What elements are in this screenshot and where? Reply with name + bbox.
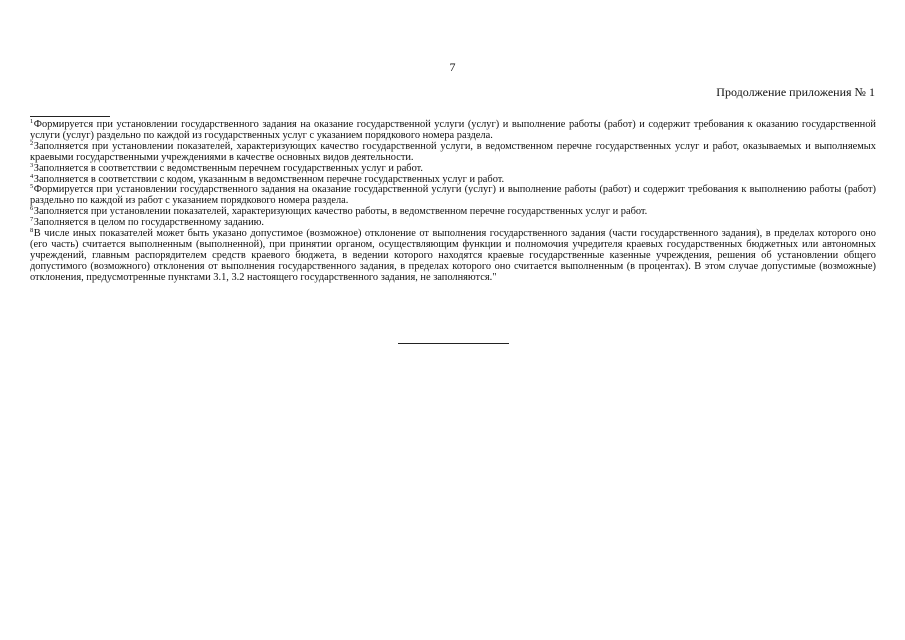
footnote-marker: 2 <box>30 139 34 147</box>
page-number: 7 <box>449 60 456 74</box>
appendix-continuation-label: Продолжение приложения № 1 <box>716 85 875 99</box>
footnote-8 <box>30 229 876 284</box>
footnote-separator-line <box>30 116 110 117</box>
end-of-document-line <box>398 343 509 344</box>
footnotes-section <box>30 120 876 284</box>
footnote-marker: 8 <box>30 227 34 235</box>
footnote-1 <box>30 120 876 142</box>
footnote-marker: 1 <box>30 118 34 125</box>
footnote-text: Заполняется при установлении показателей, характеризующих качество работы, в ведомственном перечне государственных услуг и работ. <box>33 206 648 218</box>
footnote-marker: 4 <box>30 172 34 180</box>
footnote-text: Заполняется в целом по государственному заданию. <box>33 217 264 229</box>
footnote-marker: 7 <box>30 216 34 224</box>
footnote-marker: 5 <box>30 183 34 191</box>
footnote-5 <box>30 185 876 207</box>
footnote-text: Формируется при установлении государственного задания на оказание государственной услуги (услуг) и выполнение работы (работ) и содержит требования к оказанию государственной услуги (услуг) раздельно по каждой из государственных услуг с указанием порядкового номера раздела. <box>30 119 876 141</box>
footnote-text: Заполняется в соответствии с ведомственным перечнем государственных услуг и работ. <box>33 162 424 174</box>
footnote-marker: 6 <box>30 205 34 213</box>
footnote-text: В числе иных показателей может быть указано допустимое (возможное) отклонение от выполнения государственного задания (части государственного задания), в пределах которого оно (его часть) считается выполненным (выполненной), при принятии органом, осуществляющим функции и полномочия учредителя краевых государственных бюджетных или автономных учреждений, главным распорядителем средств краевого бюджета, в ведении которого находятся краевые государственные казенные учреждения, решения об установлении общего допустимого (возможного) отклонения от выполнения государственного задания, в пределах которого оно считается выполненным (в процентах). В этом случае допустимые (возможные) отклонения, предусмотренные пунктами 3.1, 3.2 настоящего государственного задания, не заполняются." <box>30 228 876 283</box>
footnote-2 <box>30 139 876 164</box>
footnote-marker: 3 <box>30 161 34 169</box>
footnote-text: Заполняется при установлении показателей, характеризующих качество государственной услуги, в ведомственном перечне государственных услуг и работ, оказываемых и выполняемых краевыми государственными учреждениями в качестве основных видов деятельности. <box>30 140 876 163</box>
footnote-text: Формируется при установлении государственного задания на оказание государственной услуги (услуг) и выполнение работы (работ) и содержит требования к выполнению работы (работ) раздельно по каждой из работ с указанием порядкового номера раздела. <box>30 184 876 207</box>
footnote-text: Заполняется в соответствии с кодом, указанным в ведомственном перечне государственных услуг и работ. <box>33 173 505 185</box>
